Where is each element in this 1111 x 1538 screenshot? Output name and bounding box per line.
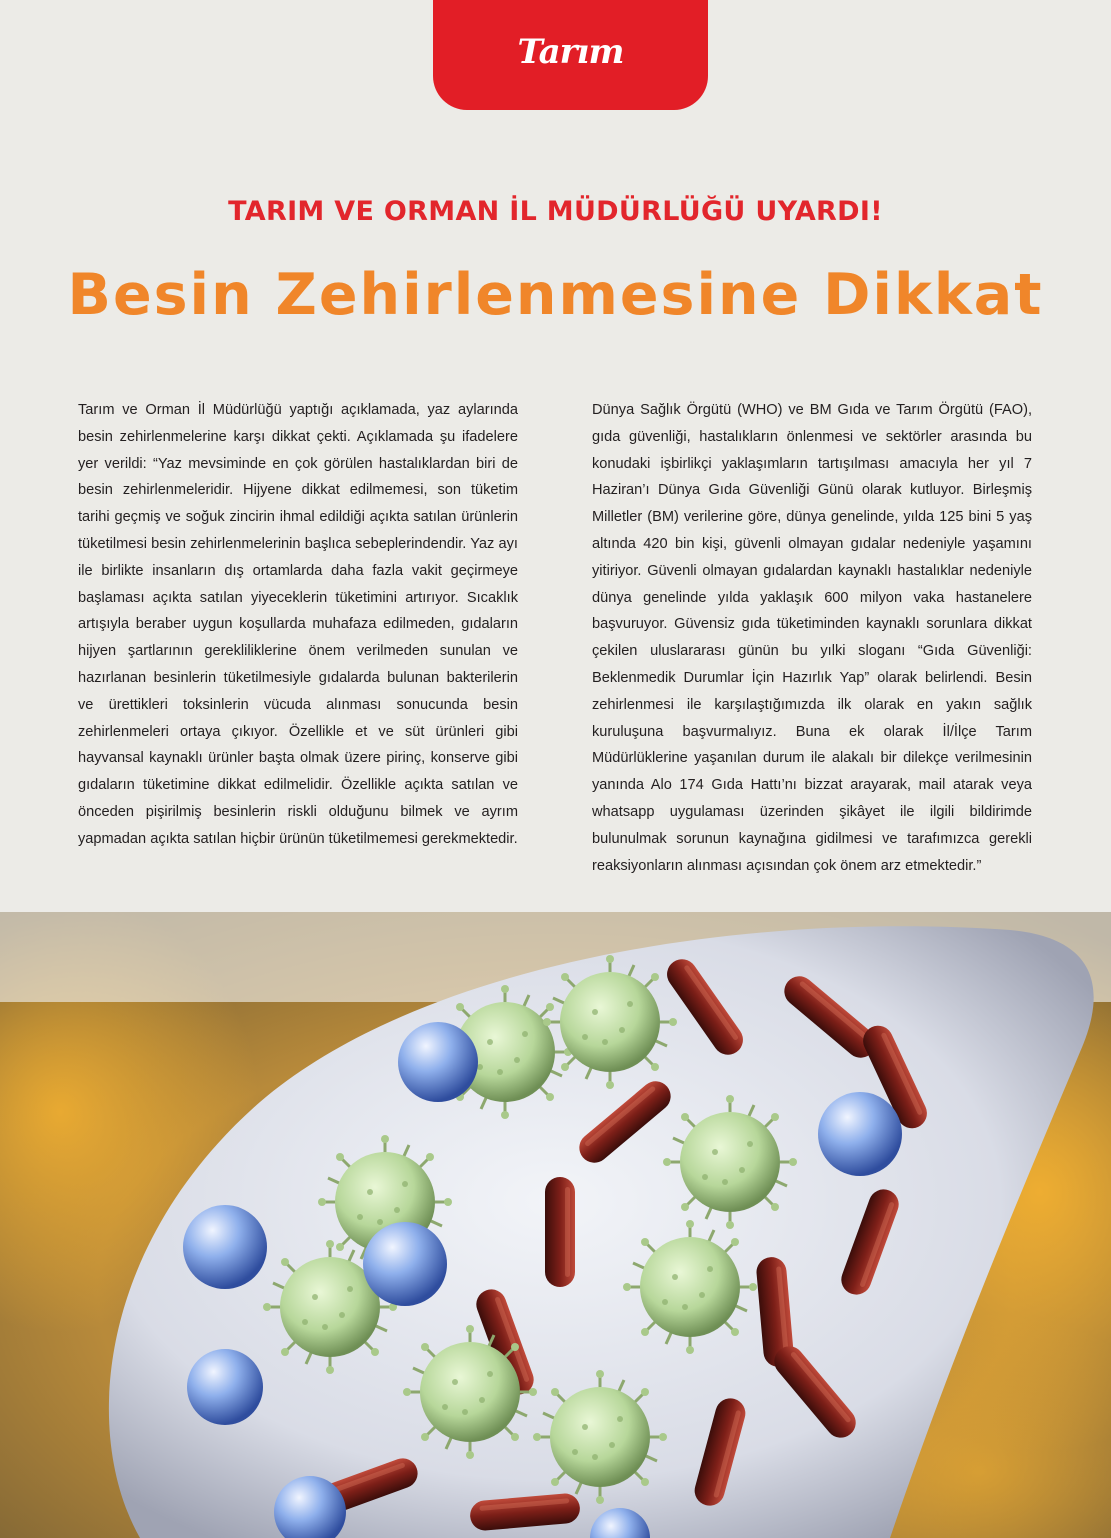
section-tab <box>433 0 708 110</box>
bacteria-illustration <box>0 912 1111 1538</box>
article-column-right: Dünya Sağlık Örgütü (WHO) ve BM Gıda ve Tarım Örgütü (FAO), gıda güvenliği, hastalıkların önlenmesi ve sektörler arasında bu konudaki işbirlikçi yaklaşımların tartışılması amacıyla her yıl 7 Haziran’ı Dünya Gıda Güvenliği Günü olarak kutluyor. Birleşmiş Milletler (BM) verilerine göre, dünya genelinde, yılda 125 bini 5 yaş altında 420 bin kişi, güvenli olmayan gıdalar nedeniyle yaşamını yitiriyor. Güvenli olmayan gıdalardan kaynaklı hastalıklar nedeniyle dünya genelinde yılda yaklaşık 600 milyon vaka hastanelere başvuruyor. Güvensiz gıda tüketiminden kaynaklı sorunlara dikkat çekilen uluslararası günün bu yılki sloganı “Gıda Güvenliği: Beklenmedik Durumlar İçin Hazırlık Yap” olarak belirlendi. Besin zehirlenmesi ile karşılaştığımızda ilk olarak en yakın sağlık kuruluşuna başvurmalıyız. Buna ek olarak İl/İlçe Tarım Müdürlüklerine yaşanılan durum ile alakalı bir dilekçe verilmesinin yanında Alo 174 Gıda Hattı’nı bizzat arayarak, mail atarak veya whatsapp uygulaması üzerinden şikâyet ile ilgili bildirimde bulunulmak sorunun kaynağına gidilmesi ve tarafımızca gerekli reaksiyonların alınması açısından çok önem arz etmektedir.” <box>592 402 1032 874</box>
headline: Besin Zehirlenmesine Dikkat <box>67 262 1044 328</box>
section-tab-label: Tarım <box>517 32 624 72</box>
kicker-title: TARIM VE ORMAN İL MÜDÜRLÜĞÜ UYARDI! <box>228 196 883 227</box>
article-column-left: Tarım ve Orman İl Müdürlüğü yaptığı açıklamada, yaz aylarında besin zehirlenmelerine karşı dikkat çekti. Açıklamada şu ifadelere yer verildi: “Yaz mevsiminde en çok görülen hastalıklardan biri de besin zehirlenmeleridir. Hijyene dikkat edilmemesi, son tüketim tarihi geçmiş ve soğuk zincirin ihmal edildiği açıkta satılan ürünlerin tüketilmesi besin zehirlenmelerinin başlıca sebeplerindendir. Yaz ayı ile birlikte insanların dış ortamlarda daha fazla vakit geçirmeye başlaması açıkta satılan yiyeceklerin tüketimini artırıyor. Sıcaklık artışıyla beraber uygun koşullarda muhafaza edilmeden, gıdaların hijyen şartlarının gerekliliklerine önem verilmeden sunulan ve hazırlanan besinlerin tüketilmesiyle gıdalarda bulunan bakterilerin ve ürettikleri toksinlerin vücuda alınması sonucunda besin zehirlenmeleri ortaya çıkıyor. Özellikle et ve süt ürünleri gibi hayvansal kaynaklı ürünler başta olmak üzere pirinç, konserve gibi gıdaların tüketimine dikkat edilmelidir. Özellikle açıkta satılan ve önceden pişirilmiş besinlerin riskli olduğunu bilmek ve ayrım yapmadan açıkta satılan hiçbir ürünün tüketilmemesi gerekmektedir. <box>78 402 518 847</box>
